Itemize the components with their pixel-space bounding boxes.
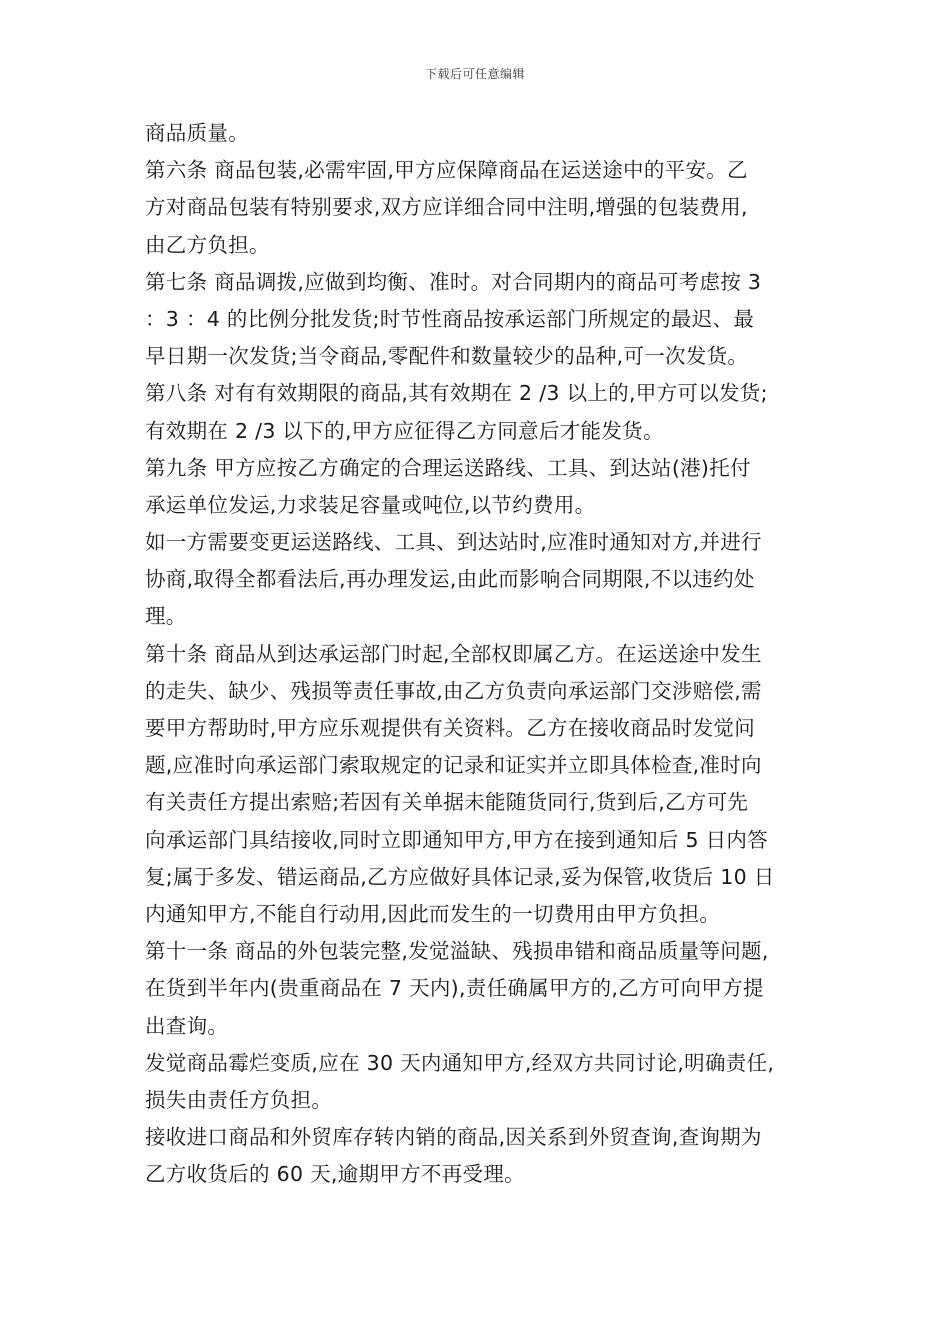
text-line: 出查询。	[145, 1013, 229, 1038]
text-line: ：3 ：4 的比例分批发货;时节性商品按承运部门所规定的最迟、最	[145, 306, 755, 331]
text-line: 早日期一次发货;当令商品,零配件和数量较少的品种,可一次发货。	[145, 344, 749, 369]
text-line: 方对商品包装有特别要求,双方应详细合同中注明,增强的包装费用,	[145, 195, 748, 220]
document-body	[145, 115, 815, 1193]
text-line: 承运单位发运,力求装足容量或吨位,以节约费用。	[145, 492, 596, 517]
text-line: 商品质量。	[145, 121, 249, 145]
text-line: 有效期在 2 /3 以下的,甲方应征得乙方同意后才能发货。	[145, 418, 664, 443]
text-line: 损失由责任方负担。	[145, 1087, 333, 1112]
text-line: 第八条 对有有效期限的商品,其有效期在 2 /3 以上的,甲方可以发货;	[145, 381, 768, 406]
text-line: 题,应准时向承运部门索取规定的记录和证实并立即具体检查,准时向	[145, 753, 762, 778]
text-line: 发觉商品霉烂变质,应在 30 天内通知甲方,经双方共同讨论,明确责任,	[145, 1050, 775, 1075]
text-line: 的走失、缺少、残损等责任事故,由乙方负责向承运部门交涉赔偿,需	[145, 678, 762, 703]
text-line: 要甲方帮助时,甲方应乐观提供有关资料。乙方在接收商品时发觉问	[145, 716, 756, 740]
text-line: 有关责任方提出索赔;若因有关单据未能随货同行,货到后,乙方可先	[145, 790, 749, 815]
text-line: 由乙方负担。	[145, 232, 270, 257]
text-line: 第七条 商品调拨,应做到均衡、准时。对合同期内的商品可考虑按 3	[145, 269, 762, 294]
text-line: 如一方需要变更运送路线、工具、到达站时,应准时通知对方,并进行	[145, 530, 762, 555]
text-line: 第十条 商品从到达承运部门时起,全部权即属乙方。在运送途中发生	[145, 641, 762, 666]
text-line: 理。	[145, 604, 187, 629]
text-line: 复;属于多发、错运商品,乙方应做好具体记录,妥为保管,收货后 10 日	[145, 864, 775, 889]
text-line: 接收进口商品和外贸库存转内销的商品,因关系到外贸查询,查询期为	[145, 1125, 762, 1150]
text-line: 内通知甲方,不能自行动用,因此而发生的一切费用由甲方负担。	[145, 901, 721, 926]
text-line: 协商,取得全都看法后,再办理发运,由此而影响合同期限,不以违约处	[145, 567, 755, 592]
text-line: 向承运部门具结接收,同时立即通知甲方,甲方在接到通知后 5 日内答	[145, 827, 769, 852]
text-line: 乙方收货后的 60 天,逾期甲方不再受理。	[145, 1162, 525, 1187]
text-line: 第六条 商品包装,必需牢固,甲方应保障商品在运送途中的平安。乙	[145, 158, 748, 183]
text-line: 第九条 甲方应按乙方确定的合理运送路线、工具、到达站(港)托付	[145, 455, 751, 480]
text-line: 第十一条 商品的外包装完整,发觉溢缺、残损串错和商品质量等问题,	[145, 939, 769, 964]
page-header: 下载后可任意编辑	[424, 67, 525, 81]
text-line: 在货到半年内(贵重商品在 7 天内),责任确属甲方的,乙方可向甲方提	[145, 976, 764, 1001]
